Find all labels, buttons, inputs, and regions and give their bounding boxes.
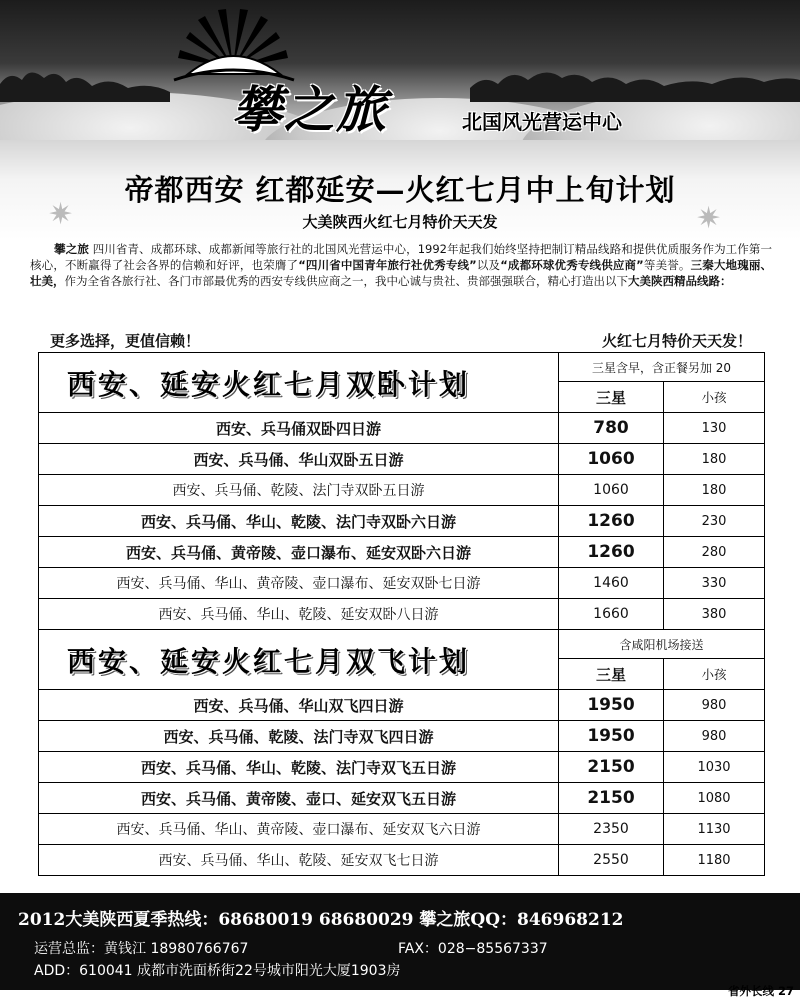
three-star-price: 1950 (559, 690, 664, 721)
route-name: 西安、兵马俑、黄帝陵、壶口瀑布、延安双卧六日游 (39, 537, 559, 568)
table-row (39, 444, 765, 475)
child-price: 180 (664, 444, 765, 475)
table-row (39, 721, 765, 752)
column-header-child: 小孩 (664, 659, 765, 690)
intro-brand: 攀之旅 (54, 242, 89, 256)
table-row (39, 814, 765, 845)
hotline-text: 2012大美陕西夏季热线：68680019 68680029 攀之旅QQ：846968212 (18, 910, 624, 930)
column-header-child: 小孩 (664, 382, 765, 413)
slogan-right: 火红七月特价天天发！ (601, 332, 752, 350)
three-star-price: 2550 (559, 845, 664, 876)
three-star-price: 1260 (559, 537, 664, 568)
three-star-price: 1950 (559, 721, 664, 752)
table-row (39, 537, 765, 568)
route-name: 西安、兵马俑、华山、乾陵、法门寺双飞五日游 (39, 752, 559, 783)
plan-title: 西安、延安火红七月双卧计划 (39, 353, 559, 413)
header-banner (0, 0, 800, 140)
three-star-price: 2150 (559, 752, 664, 783)
table-row (39, 599, 765, 630)
table-row (39, 506, 765, 537)
intro-highlight: 三秦大地瑰丽、壮美， (30, 258, 773, 288)
fax-text: FAX：028−85567337 (398, 941, 548, 957)
child-price: 330 (664, 568, 765, 599)
route-name: 西安、兵马俑、华山双飞四日游 (39, 690, 559, 721)
slogan-left: 更多选择，更值信赖！ (50, 332, 201, 350)
contact-text: 运营总监：黄钱江 18980766767 (34, 941, 249, 957)
route-name: 西安、兵马俑、华山、乾陵、法门寺双卧六日游 (39, 506, 559, 537)
route-name: 西安、兵马俑、华山、黄帝陵、壶口瀑布、延安双飞六日游 (39, 814, 559, 845)
plan-note: 含咸阳机场接送 (559, 630, 765, 659)
three-star-price: 1060 (559, 444, 664, 475)
plan-header-row (39, 353, 765, 382)
intro-text: 以及 (476, 258, 501, 272)
page-label: 省外长线 27 (727, 984, 794, 998)
child-price: 380 (664, 599, 765, 630)
column-header-three-star: 三星 (559, 382, 664, 413)
table-row (39, 413, 765, 444)
table-row (39, 752, 765, 783)
table-row (39, 568, 765, 599)
route-name: 西安、兵马俑、乾陵、法门寺双卧五日游 (39, 475, 559, 506)
table-row (39, 690, 765, 721)
child-price: 1180 (664, 845, 765, 876)
plan-note: 三星含早，含正餐另加 20 (559, 353, 765, 382)
three-star-price: 1060 (559, 475, 664, 506)
route-name: 西安、兵马俑、华山、乾陵、延安双卧八日游 (39, 599, 559, 630)
intro-text: 等美誉。 (643, 258, 691, 272)
route-name: 西安、兵马俑、华山双卧五日游 (39, 444, 559, 475)
column-header-three-star: 三星 (559, 659, 664, 690)
price-table-grid (38, 352, 765, 876)
child-price: 1130 (664, 814, 765, 845)
logo-calligraphy-text: 攀之旅 (232, 80, 388, 139)
sparkle-star-icon: ✷ (696, 201, 722, 236)
child-price: 1080 (664, 783, 765, 814)
child-price: 230 (664, 506, 765, 537)
three-star-price: 780 (559, 413, 664, 444)
route-name: 西安、兵马俑、华山、黄帝陵、壶口瀑布、延安双卧七日游 (39, 568, 559, 599)
plan-title: 西安、延安火红七月双飞计划 (39, 630, 559, 690)
three-star-price: 1460 (559, 568, 664, 599)
sparkle-star-icon: ✷ (48, 197, 74, 232)
three-star-price: 1260 (559, 506, 664, 537)
three-star-price: 2150 (559, 783, 664, 814)
child-price: 180 (664, 475, 765, 506)
price-table (38, 352, 764, 876)
child-price: 280 (664, 537, 765, 568)
tree-line-silhouette (0, 62, 800, 102)
table-row (39, 845, 765, 876)
center-name: 北国风光营运中心 (462, 110, 622, 134)
route-name: 西安、兵马俑、黄帝陵、壶口、延安双飞五日游 (39, 783, 559, 814)
table-row (39, 783, 765, 814)
route-name: 西安、兵马俑、乾陵、法门寺双飞四日游 (39, 721, 559, 752)
footer-band (0, 893, 800, 990)
three-star-price: 2350 (559, 814, 664, 845)
child-price: 130 (664, 413, 765, 444)
route-name: 西安、兵马俑、华山、乾陵、延安双飞七日游 (39, 845, 559, 876)
plan-header-row (39, 630, 765, 659)
intro-text: 四川省青、成都环球、成都新闻等旅行社的北国风光营运中心，1992年起我们始终坚持把制订精品线路和提供优质服务作为工作第一核心，不断赢得了社会各界的信赖和好评，也荣膺了 (30, 242, 773, 272)
intro-highlight: 大美陕西精品线路： (628, 274, 732, 288)
main-title: 帝都西安 红都延安—火红七月中上旬计划 (124, 173, 676, 207)
three-star-price: 1660 (559, 599, 664, 630)
intro-paragraph (30, 241, 772, 289)
child-price: 980 (664, 690, 765, 721)
intro-text: 作为全省各旅行社、各门市部最优秀的西安专线供应商之一，我中心诚与贵社、贵部强强联合，精心打造出以下 (64, 274, 628, 288)
address-text: ADD：610041 成都市洗面桥街22号城市阳光大厦1903房 (34, 963, 401, 979)
intro-award: “四川省中国青年旅行社优秀专线” (298, 258, 477, 272)
table-row (39, 475, 765, 506)
child-price: 1030 (664, 752, 765, 783)
child-price: 980 (664, 721, 765, 752)
route-name: 西安、兵马俑双卧四日游 (39, 413, 559, 444)
sub-title: 大美陕西火红七月特价天天发 (302, 213, 498, 231)
intro-award: “成都环球优秀专线供应商” (500, 258, 644, 272)
